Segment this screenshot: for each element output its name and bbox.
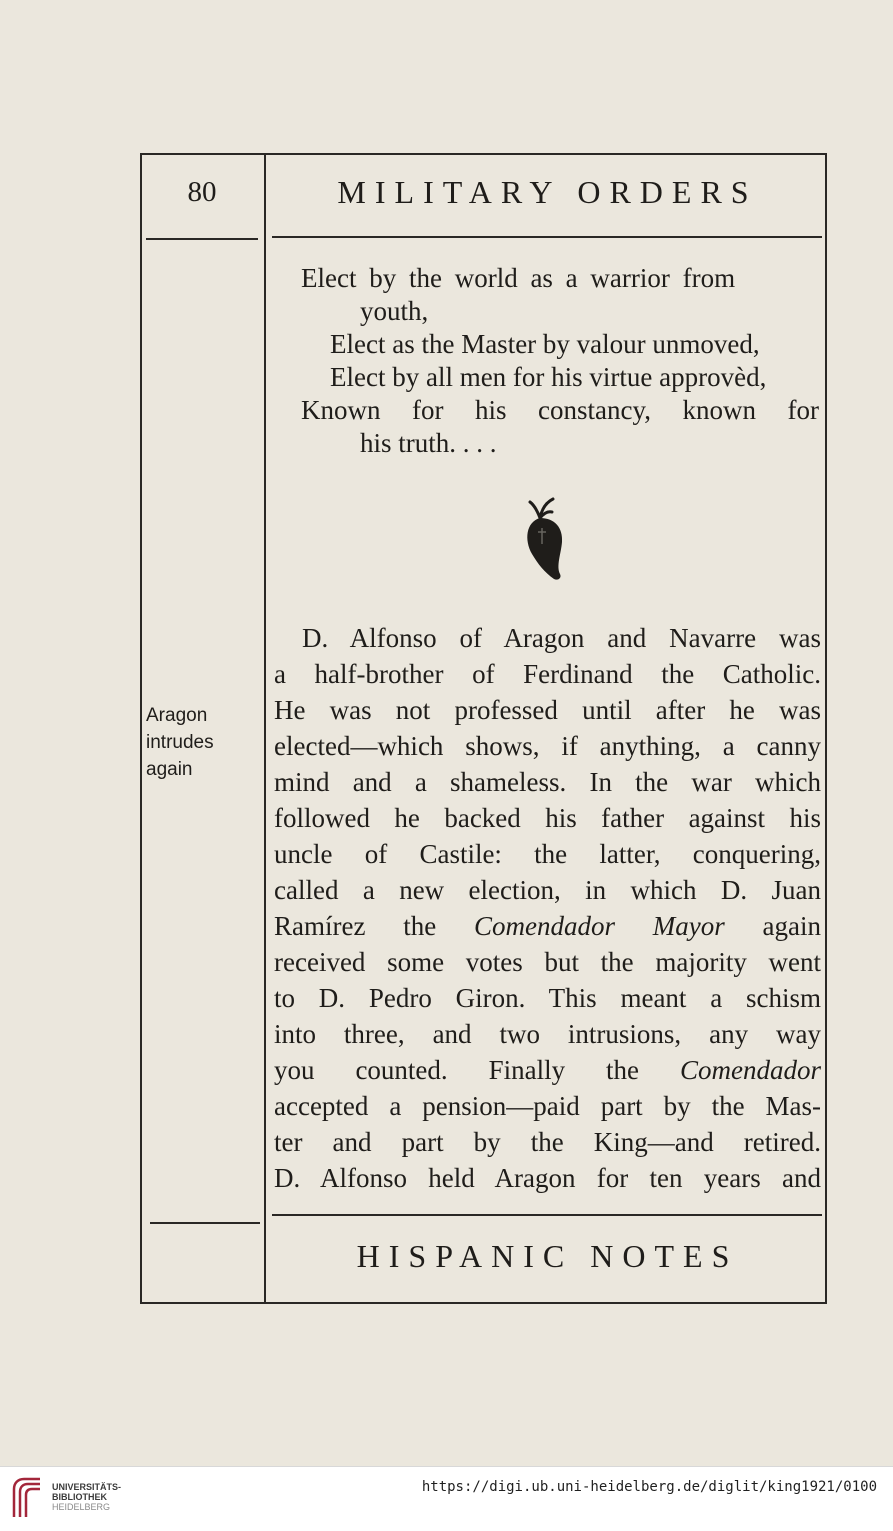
- poem-stanza: [272, 262, 822, 460]
- pepper-ornament-icon: [518, 496, 568, 582]
- poem-word: Known: [301, 395, 381, 425]
- text-line: called a new election, in which D. Juan: [274, 875, 821, 905]
- italic-term: Comendador: [680, 1055, 821, 1085]
- library-name: [52, 1482, 121, 1512]
- library-footer-bar: [0, 1466, 893, 1531]
- text-segment: Ramírez the: [274, 911, 474, 941]
- text-line: accepted a pension—paid part by the Mas-: [274, 1091, 821, 1121]
- text-line: into three, and two intrusions, any way: [274, 1019, 821, 1049]
- text-line: D. Alfonso held Aragon for ten years and: [274, 1163, 821, 1193]
- text-segment: you counted. Finally the: [274, 1055, 680, 1085]
- footer-rule-left: [150, 1222, 260, 1224]
- permalink-url[interactable]: https://digi.ub.uni-heidelberg.de/diglit/king1921/0100: [421, 1479, 877, 1495]
- italic-term: Comendador Mayor: [473, 911, 725, 941]
- text-segment: again: [724, 911, 821, 941]
- margin-note-line: Aragon: [146, 705, 208, 726]
- poem-line: Elect as the Master by valour unmoved,: [330, 329, 760, 359]
- poem-word: for: [787, 395, 819, 425]
- text-line: followed he backed his father against his: [274, 803, 821, 833]
- poem-line: his truth. . . .: [360, 428, 497, 458]
- poem-line: Elect by all men for his virtue approvèd,: [330, 362, 767, 392]
- poem-word: known: [682, 395, 756, 425]
- library-name-line: BIBLIOTHEK: [52, 1492, 107, 1502]
- library-logo-icon: [10, 1475, 46, 1521]
- text-line: He was not professed until after he was: [274, 695, 821, 725]
- library-name-line: UNIVERSITÄTS-: [52, 1482, 122, 1492]
- footer-rule-right: [272, 1214, 822, 1216]
- text-line: a half-brother of Ferdinand the Catholic.: [274, 659, 821, 689]
- header-rule-left: [146, 238, 258, 240]
- margin-note-line: intrudes: [146, 732, 214, 753]
- text-line: uncle of Castile: the latter, conquering,: [274, 839, 821, 869]
- text-line: D. Alfonso of Aragon and Navarre was: [302, 623, 821, 653]
- page-number: 80: [187, 176, 217, 208]
- margin-note: [146, 702, 256, 783]
- text-line: [274, 908, 821, 944]
- text-line: ter and part by the King—and retired.: [274, 1127, 821, 1157]
- gutter-rule: [264, 155, 266, 1303]
- library-name-line: HEIDELBERG: [52, 1502, 111, 1512]
- poem-line: [272, 394, 819, 427]
- text-line: [274, 1052, 821, 1088]
- margin-note-line: again: [146, 759, 193, 780]
- poem-word: for: [412, 395, 444, 425]
- poem-line: youth,: [360, 296, 429, 326]
- footer-title: HISPANIC NOTES: [356, 1238, 739, 1274]
- poem-word: constancy,: [538, 395, 651, 425]
- header-rule-right: [272, 236, 822, 238]
- poem-word: his: [474, 395, 507, 425]
- text-line: mind and a shameless. In the war which: [274, 767, 821, 797]
- body-paragraph: [274, 620, 821, 1196]
- text-line: received some votes but the majority went: [274, 947, 821, 977]
- running-head: MILITARY ORDERS: [337, 174, 758, 210]
- text-line: elected—which shows, if anything, a canny: [274, 731, 821, 761]
- poem-line: Elect by the world as a warrior from: [301, 263, 736, 293]
- text-line: to D. Pedro Giron. This meant a schism: [274, 983, 821, 1013]
